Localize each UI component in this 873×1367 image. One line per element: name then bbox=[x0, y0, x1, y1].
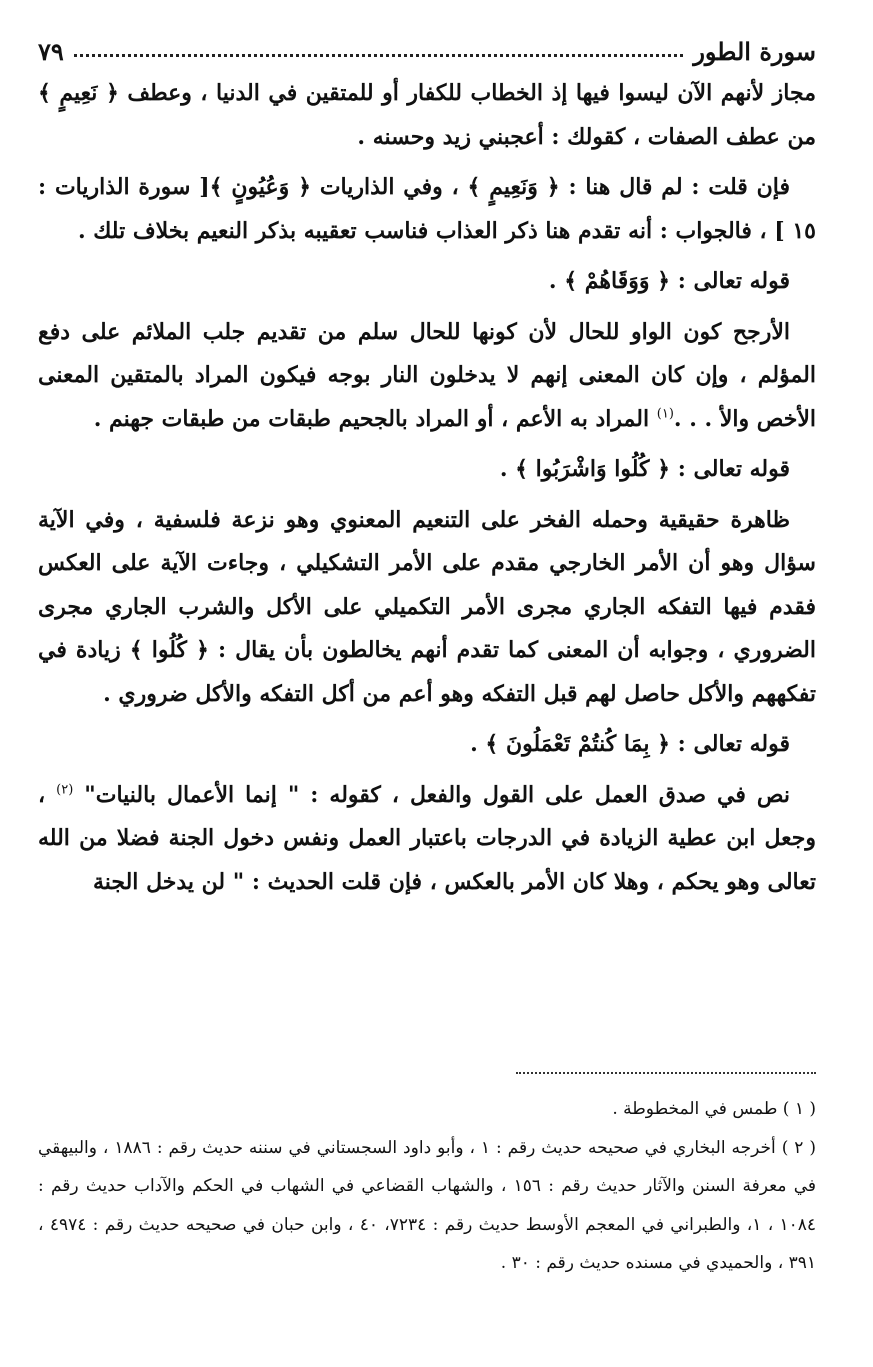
footnote: ( ٢ ) أخرجه البخاري في صحيحه حديث رقم : ١ ، وأبو داود السجستاني في سننه حديث رقم : ١٨٨٦ ، والبيهقي في معرفة السنن والآثار حديث رقم : ١٥٦ ، والشهاب القضاعي في الشهاب في الحكم والآداب حديث رقم : ١٠٨٤ ، ١، والطبراني في المعجم الأوسط حديث رقم : ٧٢٣٤، ٤٠ ، وابن حبان في صحيحه حديث رقم : ٤٩٧٤ ، ٣٩١ ، والحميدي في مسنده حديث رقم : ٣٠ . bbox=[38, 1137, 817, 1273]
footnote-ref: (٢) bbox=[56, 782, 74, 798]
paragraph: ظاهرة حقيقية وحمله الفخر على التنعيم المعنوي وهو نزعة فلسفية ، وفي الآية سؤال وهو أن الأمر الخارجي مقدم على الأمر التشكيلي ، وجاءت الآية على العكس فقدم فيها التفكه الجاري مجرى الأمر التكميلي على الأكل والشرب الجاري مجرى الضروري ، وجوابه أن المعنى كما تقدم أنهم يخالطون بأن يقال : ﴿ كُلُوا ﴾ زيادة في تفكههم والأكل حاصل لهم قبل التفكه وهو أعم من أكل التفكه والأكل ضروري . bbox=[38, 506, 816, 707]
surah-title: سورة الطور bbox=[693, 37, 816, 66]
page-number: ٧٩ bbox=[38, 37, 64, 66]
footnote: ( ١ ) طمس في المخطوطة . bbox=[612, 1099, 816, 1119]
paragraph-text: المراد به الأعم ، أو المراد بالجحيم طبقات من طبقات جهنم . bbox=[93, 405, 657, 432]
verse-heading: قوله تعالى : ﴿ وَوَقَاهُمْ ﴾ . bbox=[548, 268, 790, 294]
footnotes bbox=[38, 1090, 816, 1283]
main-text bbox=[38, 72, 816, 904]
page bbox=[38, 32, 816, 904]
header-dotted-rule bbox=[74, 54, 684, 57]
footnote-ref: (١) bbox=[656, 406, 674, 422]
paragraph-text: الأرجح كون الواو للحال لأن كونها للحال سلم من تقديم جلب الملائم على دفع المؤلم ، وإن كان المعنى إنهم لا يدخلون النار بوجه فيكون المراد بالمتقين المعنى الأخص والأ . . . bbox=[38, 318, 816, 432]
paragraph: فإن قلت : لم قال هنا : ﴿ وَنَعِيمٍ ﴾ ، وفي الذاريات ﴿ وَعُيُونٍ ﴾[ سورة الذاريات : ١٥ ] ، فالجواب : أنه تقدم هنا ذكر العذاب فناسب تعقيبه بذكر النعيم بخلاف تلك . bbox=[38, 174, 816, 244]
paragraph-text: ، وجعل ابن عطية الزيادة في الدرجات باعتبار العمل ونفس دخول الجنة فضلا من الله تعالى وهو يحكم ، وهلا كان الأمر بالعكس ، فإن قلت الحديث : " لن يدخل الجنة bbox=[38, 781, 816, 895]
running-header bbox=[38, 32, 816, 66]
verse-heading: قوله تعالى : ﴿ كُلُوا وَاشْرَبُوا ﴾ . bbox=[499, 456, 790, 482]
footnote-separator bbox=[516, 1072, 816, 1074]
paragraph bbox=[38, 311, 816, 442]
paragraph-text: نص في صدق العمل على القول والفعل ، كقوله : " إنما الأعمال بالنيات" bbox=[73, 781, 790, 808]
paragraph: مجاز لأنهم الآن ليسوا فيها إذ الخطاب للكفار أو للمتقين في الدنيا ، وعطف ﴿ نَعِيمٍ ﴾ من عطف الصفات ، كقولك : أعجبني زيد وحسنه . bbox=[38, 80, 816, 150]
paragraph bbox=[38, 774, 816, 905]
verse-heading: قوله تعالى : ﴿ بِمَا كُنتُمْ تَعْمَلُونَ ﴾ . bbox=[470, 731, 790, 757]
